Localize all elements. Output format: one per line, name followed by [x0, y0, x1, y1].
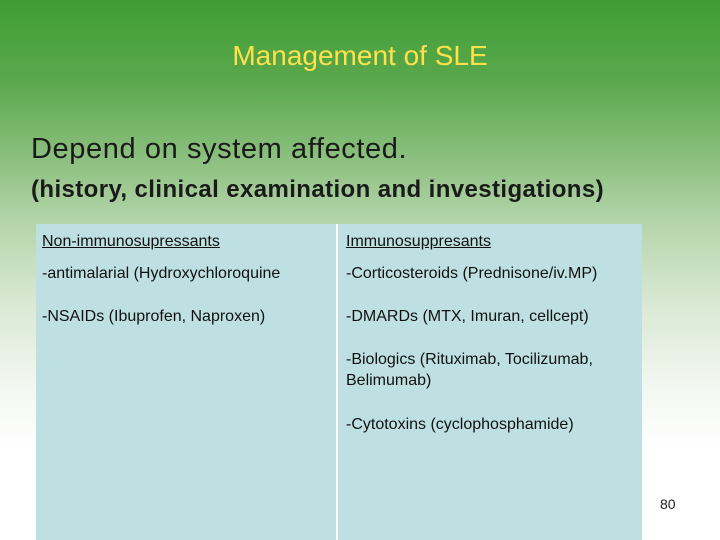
table-cell: -antimalarial (Hydroxychloroquine	[42, 265, 281, 282]
column-header-non-immunosuppressants: Non-immunosupressants	[42, 233, 220, 250]
table-cell: -Cytotoxins (cyclophosphamide)	[346, 416, 574, 433]
slide-subtitle-detail: (history, clinical examination and investigations)	[31, 176, 605, 203]
column-header-immunosuppressants: Immunosuppresants	[346, 233, 491, 250]
treatment-table	[36, 224, 642, 540]
table-cell: -DMARDs (MTX, Imuran, cellcept)	[346, 308, 589, 325]
immunosuppressants-column	[338, 224, 642, 540]
slide-title: Management of SLE	[232, 40, 488, 71]
page-number: 80	[660, 496, 676, 512]
table-cell: -Biologics (Rituximab, Tocilizumab, Belimumab)	[346, 351, 593, 389]
table-cell: -NSAIDs (Ibuprofen, Naproxen)	[42, 308, 266, 325]
slide-subtitle: Depend on system affected.	[31, 133, 408, 165]
table-cell: -Corticosteroids (Prednisone/iv.MP)	[346, 265, 598, 282]
non-immunosuppressants-column	[36, 224, 338, 540]
